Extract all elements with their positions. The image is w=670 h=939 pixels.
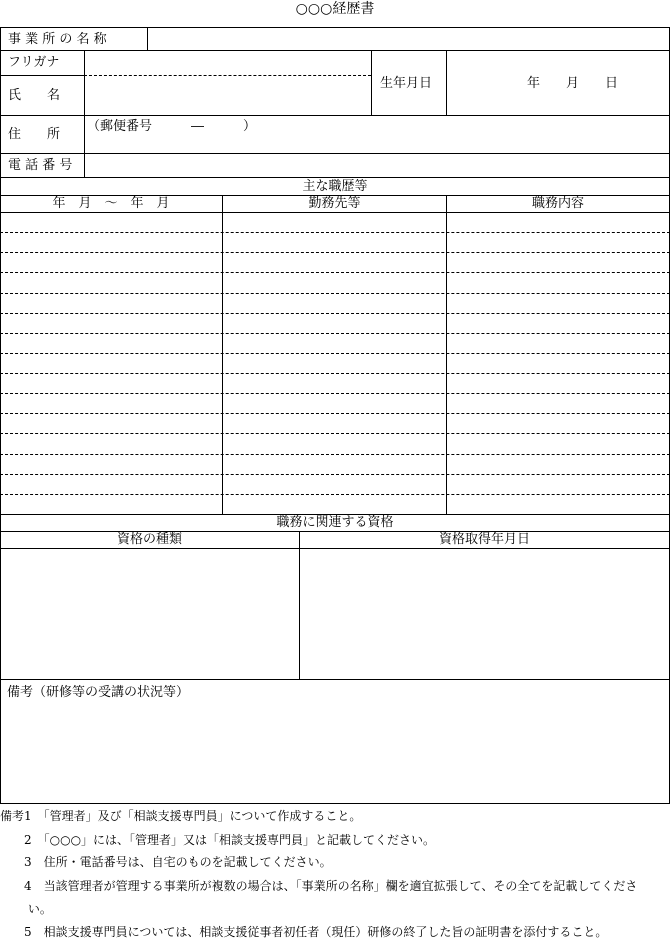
career-row-line — [0, 252, 670, 253]
career-heading: 主な職歴等 — [302, 179, 368, 194]
rule — [0, 75, 84, 76]
phone-field[interactable] — [85, 154, 668, 176]
rule — [446, 195, 447, 514]
career-row-line — [0, 272, 670, 273]
career-row-line — [0, 433, 670, 434]
rule — [0, 679, 670, 680]
phone-label: 電 話 番 号 — [8, 158, 73, 173]
career-row-line — [0, 413, 670, 414]
rule — [0, 115, 670, 116]
career-row-line — [0, 393, 670, 394]
note-5: 5 相談支援専門員については、相談支援従事者初任者（現任）研修の終了した旨の証明書を添付すること。 — [0, 925, 608, 939]
career-row-line — [0, 454, 670, 455]
career-col-period: 年 月 ～ 年 月 — [52, 196, 170, 211]
postal-code-label[interactable]: （郵便番号 ― ） — [87, 119, 257, 134]
dob-label: 生年月日 — [380, 76, 433, 91]
note-3: 3 住所・電話番号は、自宅のものを記載してください。 — [0, 855, 332, 869]
career-row-line — [0, 333, 670, 334]
furigana-label: フリガナ — [8, 55, 60, 70]
career-col-duties: 職務内容 — [531, 196, 584, 211]
rule-left — [0, 27, 1, 803]
qualification-col-date: 資格取得年月日 — [438, 532, 530, 547]
rule — [371, 50, 372, 115]
note-1: 備考1 「管理者」及び「相談支援専門員」について作成すること。 — [0, 809, 362, 823]
note-4-continued: い。 — [0, 902, 52, 916]
remarks-field[interactable] — [1, 705, 668, 802]
career-row-line — [0, 353, 670, 354]
office-name-field[interactable] — [148, 28, 668, 49]
qualification-type-field[interactable] — [1, 549, 298, 678]
name-field[interactable] — [85, 76, 370, 114]
rule — [0, 531, 670, 532]
qualifications-heading: 職務に関連する資格 — [276, 515, 394, 530]
career-row-line — [0, 474, 670, 475]
address-label: 住 所 — [8, 127, 61, 142]
career-row-line — [0, 232, 670, 233]
rule — [0, 177, 670, 178]
rule — [0, 212, 670, 213]
career-row-line — [0, 373, 670, 374]
rule-bottom — [0, 803, 670, 804]
dob-value[interactable]: 年 月 日 — [527, 76, 619, 91]
rule — [222, 195, 223, 514]
furigana-field[interactable] — [85, 51, 370, 74]
name-label: 氏 名 — [8, 88, 61, 103]
rule — [446, 50, 447, 115]
career-col-employer: 勤務先等 — [308, 196, 361, 211]
page-title: ○○○経歴書 — [295, 1, 375, 17]
career-row-line — [0, 293, 670, 294]
office-name-label: 事 業 所 の 名 称 — [8, 32, 107, 47]
remarks-label: 備考（研修等の受講の状況等） — [7, 685, 190, 700]
career-row-line — [0, 494, 670, 495]
career-row-line — [0, 313, 670, 314]
note-4: 4 当該管理者が管理する事業所が複数の場合は、「事業所の名称」欄を適宜拡張して、その全てを記載してくださ — [0, 879, 638, 893]
qualification-col-type: 資格の種類 — [116, 532, 182, 547]
qualification-date-field[interactable] — [300, 549, 668, 678]
note-2: 2 「○○○」には、「管理者」又は「相談支援専門員」と記載してください。 — [0, 833, 436, 847]
